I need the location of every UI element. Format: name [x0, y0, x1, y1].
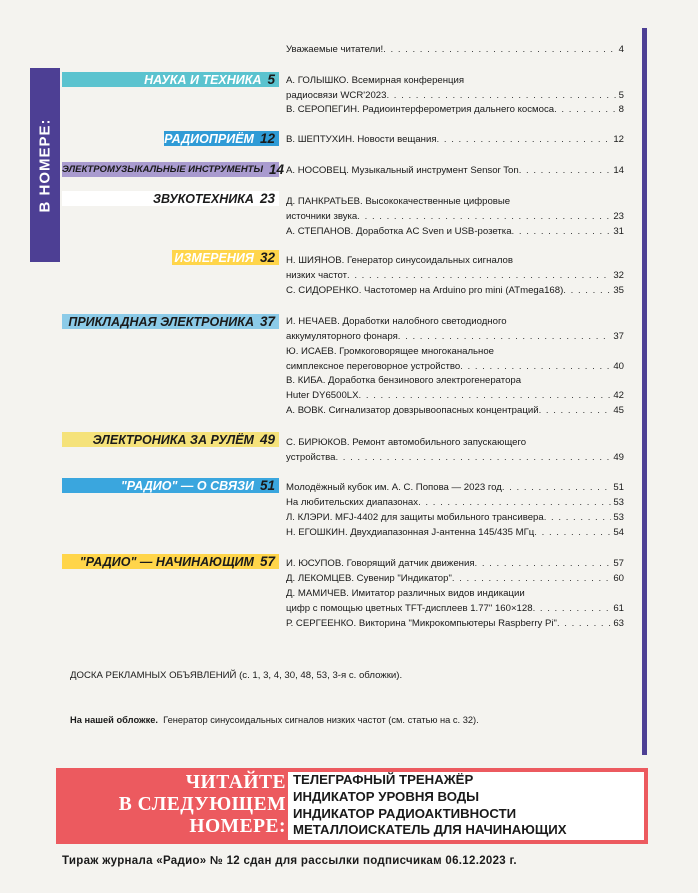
toc-entry-text: На любительских диапазонах [286, 497, 419, 508]
next-issue-label-line: ЧИТАЙТЕ [185, 772, 286, 793]
toc-entry-text: И. НЕЧАЕВ. Доработки налобного светодиодного [286, 316, 507, 327]
section-page: 49 [259, 432, 275, 447]
toc-entry [286, 587, 624, 601]
toc-entry-page: 5 [618, 89, 624, 101]
toc-leader [534, 526, 611, 540]
toc-leader [383, 43, 617, 57]
toc-entry [286, 374, 624, 388]
toc-entry [286, 436, 624, 450]
toc-entry-text: А. СТЕПАНОВ. Доработка AC Sven и USB-розетка [286, 225, 512, 237]
next-issue-item: ИНДИКАТОР УРОВНЯ ВОДЫ [293, 788, 480, 804]
toc-entry-page: 54 [613, 527, 624, 538]
toc-leader [502, 481, 611, 495]
toc-entry-text: С. СИДОРЕНКО. Частотомер на Arduino pro mini (ATmega168) [286, 285, 564, 296]
cover-label: На нашей обложке. [70, 715, 158, 725]
section-heading [62, 191, 279, 206]
section-page: 12 [259, 131, 275, 146]
next-issue-label-line: НОМЕРЕ: [189, 816, 286, 837]
toc-entry [286, 164, 624, 178]
toc-entry-text: В. СЕРОПЕГИН. Радиоинтерферометрия дальнего космоса [286, 104, 555, 115]
toc-entry [286, 451, 624, 465]
next-issue-label-line: В СЛЕДУЮЩЕМ [118, 794, 286, 815]
toc-entry-text: Уважаемые читатели! [286, 44, 384, 55]
section-page: 37 [259, 314, 275, 329]
toc-entry-page: 45 [613, 405, 624, 416]
toc-entry-page: 12 [613, 134, 624, 145]
toc-entry-page: 23 [613, 211, 624, 222]
next-issue-item: ИНДИКАТОР РАДИОАКТИВНОСТИ [293, 805, 517, 821]
toc-entry [286, 284, 624, 298]
toc-entry-page: 31 [613, 225, 624, 237]
toc-leader [512, 225, 612, 239]
next-issue-item: ТЕЛЕГРАФНЫЙ ТРЕНАЖЁР [293, 772, 474, 787]
toc-entry-text: радиосвязи WCR'2023 [286, 89, 387, 101]
section-title: ПРИКЛАДНАЯ ЭЛЕКТРОНИКА [68, 314, 254, 329]
toc-entry-text: А. ВОВК. Сигнализатор довзрывоопасных концентраций [286, 405, 539, 416]
next-issue-items [288, 772, 644, 840]
toc-entry [286, 269, 624, 283]
toc-entry [286, 360, 624, 374]
toc-entry-page: 35 [613, 285, 624, 296]
toc-entry-page: 4 [618, 44, 624, 55]
toc-entry-page: 53 [613, 512, 624, 523]
toc-entry-page: 63 [613, 618, 624, 629]
toc-entry [286, 210, 624, 224]
section-heading [62, 478, 279, 493]
section-title: ЭЛЕКТРОМУЗЫКАЛЬНЫЕ ИНСТРУМЕНТЫ [62, 164, 263, 175]
circulation-note: Тираж журнала «Радио» № 12 сдан для рассылки подписчикам 06.12.2023 г. [62, 855, 517, 867]
toc-leader [386, 89, 616, 103]
section-page: 5 [267, 72, 275, 87]
toc-leader [398, 330, 612, 344]
section-heading [172, 250, 279, 265]
toc-entry-page: 51 [613, 482, 624, 493]
toc-entry-text: симплексное переговорное устройство [286, 360, 461, 372]
toc-leader [357, 210, 611, 224]
toc-entry-text: источники звука [286, 211, 358, 222]
toc-leader [452, 572, 611, 586]
section-title: "РАДИО" — НАЧИНАЮЩИМ [79, 554, 254, 569]
toc-entry-text: А. НОСОВЕЦ. Музыкальный инструмент Sensor Ton [286, 165, 519, 176]
toc-entry [286, 572, 624, 586]
toc-leader [544, 511, 612, 525]
toc-entry-text: устройства [286, 452, 336, 463]
toc-entry-text: цифр с помощью цветных TFT-дисплеев 1.77" 160×128 [286, 603, 533, 614]
toc-entry [286, 557, 624, 571]
section-heading [62, 162, 285, 177]
toc-entry [286, 330, 624, 344]
section-title: "РАДИО" — О СВЯЗИ [120, 478, 254, 493]
toc-entry-text: И. ЮСУПОВ. Говорящий датчик движения [286, 558, 475, 569]
section-title: РАДИОПРИЁМ [164, 131, 254, 146]
toc-entry [286, 195, 624, 209]
section-title: ЭЛЕКТРОНИКА ЗА РУЛЁМ [92, 432, 254, 447]
toc-entry-text: Молодёжный кубок им. А. С. Попова — 2023 год [286, 482, 502, 493]
toc-entry-text: Л. КЛЭРИ. MFJ-4402 для защиты мобильного трансивера [286, 512, 544, 523]
toc-entry [286, 404, 624, 418]
next-issue-label [62, 772, 286, 838]
toc-entry-page: 49 [613, 452, 624, 463]
section-heading [62, 432, 279, 447]
toc-entry-page: 8 [618, 104, 624, 115]
toc-leader [437, 133, 612, 147]
toc-entry-text: Д. ЛЕКОМЦЕВ. Сувенир "Индикатор" [286, 573, 452, 584]
toc-entry-text: С. БИРЮКОВ. Ремонт автомобильного запускающего [286, 437, 527, 448]
toc-entry-page: 40 [613, 360, 624, 372]
toc-entry-text: Н. ШИЯНОВ. Генератор синусоидальных сигналов [286, 255, 513, 266]
in-issue-label: В НОМЕРЕ: [36, 117, 54, 213]
toc-entry [286, 315, 624, 329]
section-page: 51 [259, 478, 275, 493]
section-heading [62, 72, 279, 87]
cover-text: Генератор синусоидальных сигналов низких частот (см. статью на с. 32). [163, 715, 479, 725]
toc-entry [286, 133, 624, 147]
toc-leader [557, 617, 611, 631]
toc-entry [286, 345, 624, 359]
toc-leader [554, 103, 617, 117]
toc-entry-page: 14 [613, 165, 624, 176]
next-issue-banner [56, 768, 648, 844]
toc-entry [286, 254, 624, 268]
toc-entry [286, 511, 624, 525]
toc-entry [286, 89, 624, 103]
section-page: 57 [259, 554, 275, 569]
toc-entry-text: А. ГОЛЫШКО. Всемирная конференция [286, 75, 465, 86]
toc-entry [286, 225, 624, 239]
toc-leader [475, 557, 612, 571]
toc-entry-page: 53 [613, 497, 624, 508]
toc-leader [539, 404, 612, 418]
toc-entry-page: 42 [613, 390, 624, 401]
toc-entry-text: аккумуляторного фонаря [286, 331, 398, 342]
next-issue-item: МЕТАЛЛОИСКАТЕЛЬ ДЛЯ НАЧИНАЮЩИХ [293, 822, 567, 838]
toc-entry [286, 103, 624, 117]
in-issue-tab [30, 68, 60, 262]
toc-entry-page: 60 [613, 573, 624, 584]
toc-leader [347, 269, 611, 283]
toc-entry-text: В. КИБА. Доработка бензинового электрогенератора [286, 375, 522, 386]
toc-entry [286, 526, 624, 540]
toc-entry-text: В. ШЕПТУХИН. Новости вещания [286, 134, 437, 145]
toc-leader [519, 164, 612, 178]
toc-entry-text: Н. ЕГОШКИН. Двухдиапазонная J-антенна 145/435 МГц [286, 527, 535, 538]
toc-leader [359, 389, 612, 403]
toc-entry [286, 74, 624, 88]
toc-entry [286, 481, 624, 495]
toc-entry-text: Р. СЕРГЕЕНКО. Викторина "Микрокомпьютеры Raspberry Pi" [286, 618, 557, 629]
toc-entry [286, 617, 624, 631]
section-title: ЗВУКОТЕХНИКА [152, 191, 254, 206]
toc-entry-text: Д. МАМИЧЕВ. Имитатор различных видов индикации [286, 588, 525, 599]
toc-entry-text: Д. ПАНКРАТЬЕВ. Высококачественные цифровые [286, 196, 511, 207]
toc-leader [418, 496, 611, 510]
right-rule [642, 28, 647, 755]
ads-note: ДОСКА РЕКЛАМНЫХ ОБЪЯВЛЕНИЙ (с. 1, 3, 4, 30, 48, 53, 3-я с. обложки). [70, 670, 403, 681]
section-title: НАУКА И ТЕХНИКА [144, 72, 262, 87]
toc-entry-page: 37 [613, 331, 624, 342]
toc-entry-page: 32 [613, 270, 624, 281]
toc-entry-text: Ю. ИСАЕВ. Громкоговорящее многоканальное [286, 346, 495, 357]
toc-entry-text: низких частот [286, 270, 348, 281]
section-page: 23 [259, 191, 275, 206]
cover-note [70, 715, 479, 725]
toc-leader [533, 602, 612, 616]
toc-entry [286, 43, 624, 57]
toc-entry-text: Huter DY6500LX [286, 390, 359, 401]
toc-entry-page: 57 [613, 558, 624, 569]
section-heading [62, 314, 279, 329]
toc-leader [563, 284, 611, 298]
section-title: ИЗМЕРЕНИЯ [174, 250, 254, 265]
section-page: 32 [259, 250, 275, 265]
toc-entry [286, 496, 624, 510]
toc-entry-page: 61 [613, 603, 624, 614]
toc-leader [335, 451, 611, 465]
toc-entry [286, 602, 624, 616]
section-page: 14 [269, 162, 285, 177]
toc-entry [286, 389, 624, 403]
section-heading [164, 131, 279, 146]
section-heading [62, 554, 279, 569]
toc-leader [460, 360, 611, 374]
